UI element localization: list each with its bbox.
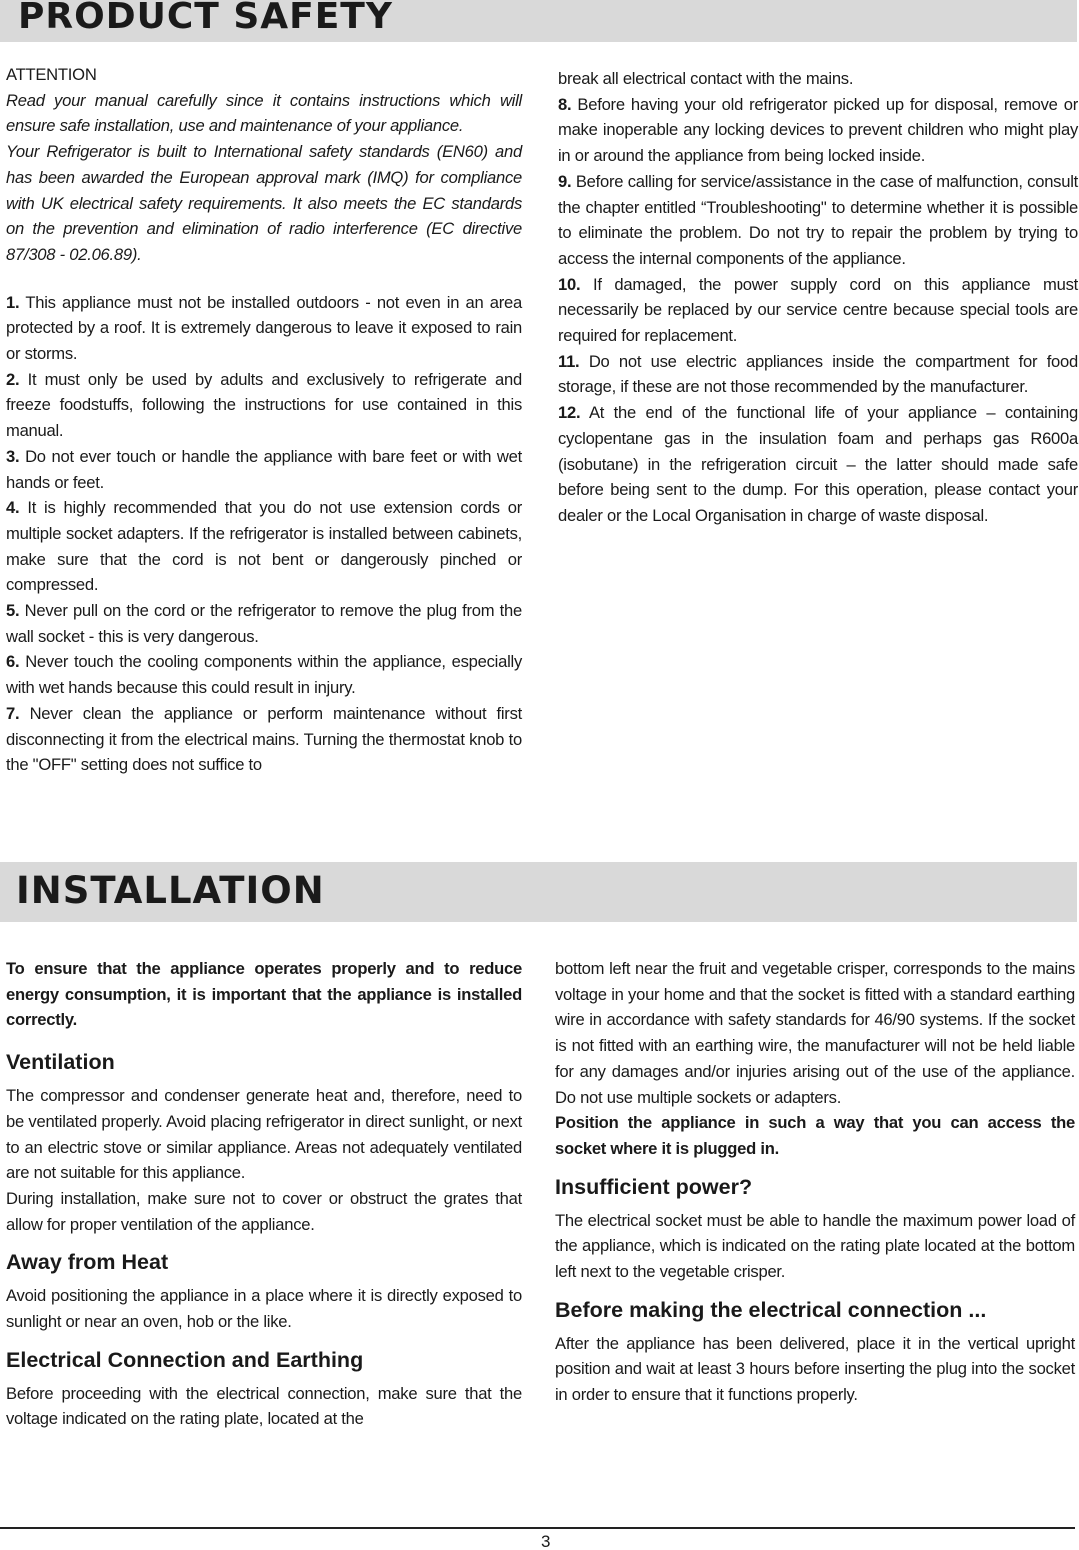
item-text: Never clean the appliance or perform maintenance without first disconnecting it from the electrical mains. Turning the thermostat knob to the "OFF" setting does not suffice to [6,703,522,775]
installation-intro: To ensure that the appliance operates properly and to reduce energy consumption, it is important that the appliance is installed correctly. [6,959,522,1030]
item-number: 1. [6,292,20,312]
item-number: 7. [6,703,20,723]
item-number: 11. [558,351,580,371]
item-text: Do not use electric appliances inside the compartment for food storage, if these are not those recommended by the manufacturer. [558,351,1078,397]
item-number: 6. [6,652,20,672]
safety-item [6,367,522,444]
item-text: Before having your old refrigerator picked up for disposal, remove or make inoperable any locking devices to prevent children who might play in or around the appliance from being locked inside. [558,94,1078,166]
ventilation-heading: Ventilation [6,1050,115,1075]
section-title: PRODUCT SAFETY [18,0,393,37]
item-number: 9. [558,171,572,191]
safety-item [6,444,522,495]
safety-right-column [558,66,1078,529]
item-text: Never pull on the cord or the refrigerator to remove the plug from the wall socket - this is very dangerous. [6,601,522,646]
item-text: Do not ever touch or handle the appliance with bare feet or with wet hands or feet. [6,446,522,492]
before-connection-text: After the appliance has been delivered, place it in the vertical upright position and wait at least 3 hours before inserting the plug into the socket in order to ensure that it functions properly. [555,1333,1075,1405]
safety-item [6,649,522,700]
item-number: 8. [558,94,572,114]
attention-read: Read your manual carefully since it contains instructions which will ensure safe installation, use and maintenance of your appliance. [6,90,522,136]
item-number: 5. [6,601,20,621]
item-text: It is highly recommended that you do not use extension cords or multiple socket adapters. If the refrigerator is installed between cabinets, make sure that the cord is not bent or dangerously pinched or compressed. [6,498,522,595]
item-text: If damaged, the power supply cord on this appliance must necessarily be replaced by our service centre because special tools are required for replacement. [558,274,1078,346]
safety-item [6,495,522,598]
safety-item [558,272,1078,349]
installation-right-column [555,956,1075,1408]
attention-standards: Your Refrigerator is built to International safety standards (EN60) and has been awarded the European approval mark (IMQ) for compliance with UK electrical safety requirements. It also meets the EC standards on the prevention and elimination of radio interference (EC directive 87/308 - 02.06.89). [6,142,522,264]
item-number: 2. [6,369,20,389]
item-number: 12. [558,403,581,423]
electrical-text-continued: bottom left near the fruit and vegetable crisper, corresponds to the mains voltage in your home and that the socket is fitted with a standard earthing wire in accordance with safety standards for 46/90 systems. If the socket is not fitted with an earthing wire, the manufacturer will not be held liable for any damages and/or injuries arising out of the use of the appliance. Do not use multiple sockets or adapters. [555,959,1075,1107]
item-text: Never touch the cooling components within the appliance, especially with wet hands because this could result in injury. [6,652,522,698]
safety-item [6,701,522,778]
safety-item [558,400,1078,529]
safety-item [558,349,1078,400]
safety-item [6,290,522,367]
item-number: 3. [6,446,20,466]
page-number: 3 [541,1532,551,1550]
footer-divider [0,1527,1075,1529]
safety-item [558,169,1078,272]
safety-item [6,598,522,649]
item-text: At the end of the functional life of your appliance – containing cyclopentane gas in the insulation foam and perhaps gas R600a (isobutane) in the refrigeration circuit – the latter should made safe before being sent to the dump. For this operation, please contact your dealer or the Local Organisation in charge of waste disposal. [558,403,1078,525]
item-number: 10. [558,274,581,294]
item-number: 4. [6,498,20,518]
attention-title: ATTENTION [6,65,97,84]
section-title: INSTALLATION [16,869,325,912]
section-header-installation [0,862,1077,922]
item-7-continued: break all electrical contact with the mains. [558,69,854,88]
power-heading: Insufficient power? [555,1174,753,1199]
safety-left-column [6,62,522,778]
item-text: This appliance must not be installed outdoors - not even in an area protected by a roof. It is extremely dangerous to leave it exposed to rain or storms. [6,292,522,364]
ventilation-text-2: During installation, make sure not to cover or obstruct the grates that allow for proper ventilation of the appliance. [6,1188,522,1234]
before-connection-heading: Before making the electrical connection ... [555,1297,987,1322]
power-text: The electrical socket must be able to handle the maximum power load of the appliance, which is indicated on the rating plate located at the bottom left next to the vegetable crisper. [555,1210,1075,1282]
electrical-socket-note: Position the appliance in such a way that you can access the socket where it is plugged in. [555,1113,1075,1158]
electrical-heading: Electrical Connection and Earthing [6,1347,364,1372]
electrical-text: Before proceeding with the electrical connection, make sure that the voltage indicated on the rating plate, located at the [6,1383,522,1429]
safety-item [558,92,1078,169]
heat-heading: Away from Heat [6,1250,169,1275]
item-text: It must only be used by adults and exclusively to refrigerate and freeze foodstuffs, following the instructions for use contained in this manual. [6,369,522,441]
section-header-product-safety [0,0,1077,42]
ventilation-text: The compressor and condenser generate heat and, therefore, need to be ventilated properly. Avoid placing refrigerator in direct sunlight, or next to an electric stove or similar appliance. Areas not adequately ventilated are not suitable for this appliance. [6,1086,522,1183]
item-text: Before calling for service/assistance in the case of malfunction, consult the chapter entitled “Troubleshooting" to determine whether it is possible to eliminate the problem. Do not try to repair the problem by trying to access the internal components of the appliance. [558,171,1078,268]
heat-text: Avoid positioning the appliance in a place where it is directly exposed to sunlight or near an oven, hob or the like. [6,1286,522,1332]
installation-left-column [6,956,522,1432]
